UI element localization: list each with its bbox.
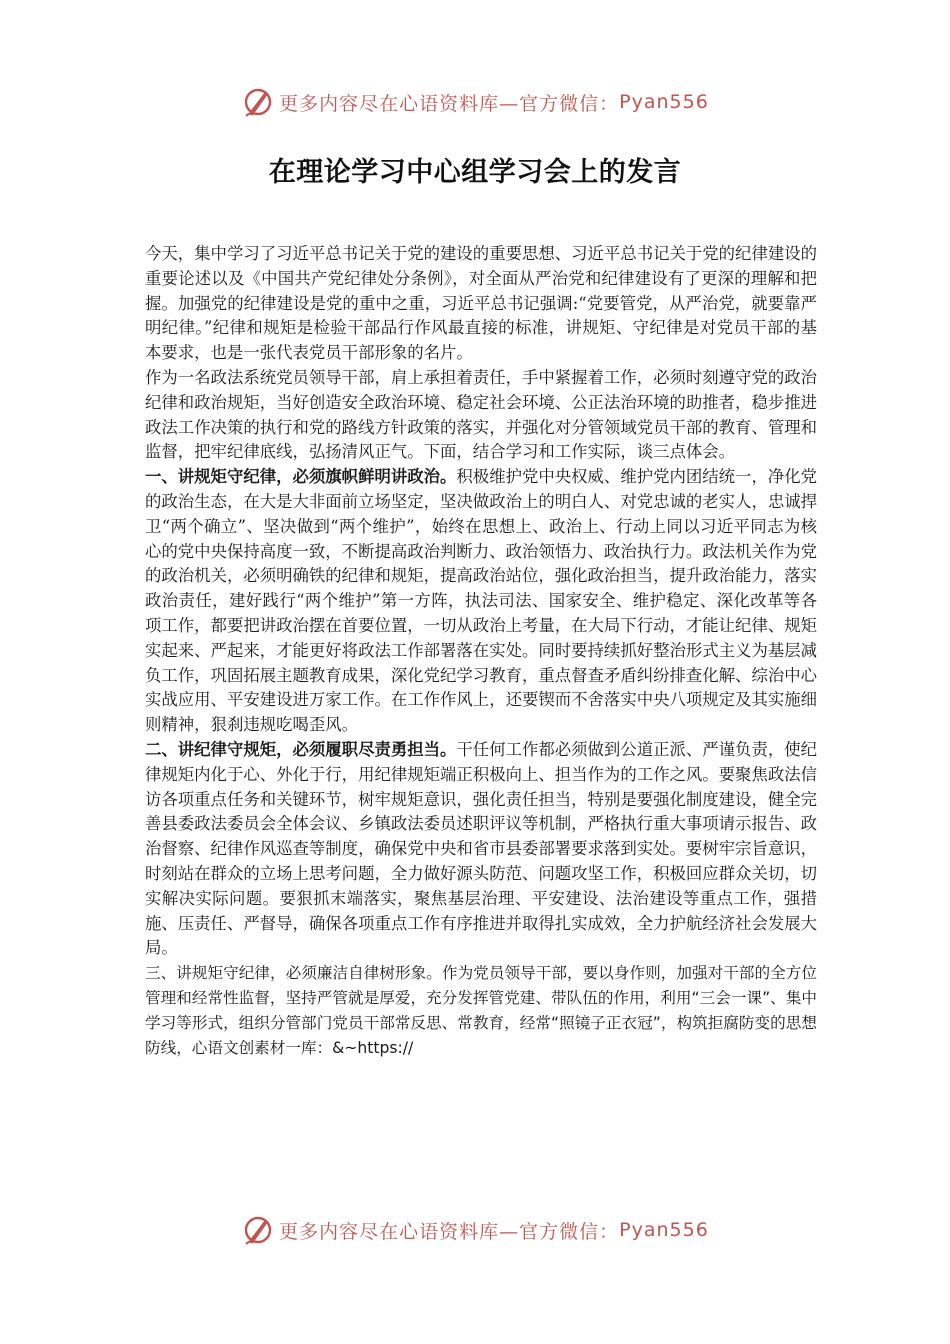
paragraph-2 [145, 366, 817, 465]
pen-logo-icon [241, 1213, 275, 1247]
paragraph-text: 今天，集中学习了习近平总书记关于党的建设的重要思想、习近平总书记关于党的纪律建设的重要论述以及《中国共产党纪律处分条例》，对全面从严治党和纪律建设有了更深的理解和把握。加强党的纪律建设是党的重中之重，习近平总书记强调:“党要管党，从严治党，就要靠严明纪律。”纪律和规矩是检验干部品行作风最直接的标准，讲规矩、守纪律是对党员干部的基本要求，也是一张代表党员干部形象的名片。 [145, 244, 818, 363]
paragraph-text: 积极维护党中央权威、维护党内团结统一，净化党的政治生态，在大是大非面前立场坚定，坚决做政治上的明白人、对党忠诚的老实人，忠诚捍卫“两个确立”、坚决做到“两个维护”，始终在思想上、政治上、行动上同以习近平同志为核心的党中央保持高度一致，不断提高政治判断力、政治领悟力、政治执行力。政法机关作为党的政治机关，必须明确铁的纪律和规矩，提高政治站位，强化政治担当，提升政治能力，落实政治责任，建好践行“两个维护”第一方阵，执法司法、国家安全、维护稳定、深化改革等各项工作，都要把讲政治摆在首要位置，一切从政治上考量，在大局下行动，才能让纪律、规矩实起来、严起来，才能更好将政法工作部署落在实处。同时要持续抓好整治形式主义为基层减负工作，巩固拓展主题教育成果，深化党纪学习教育，重点督查矛盾纠纷排查化解、综治中心实战应用、平安建设进万家工作。在工作作风上，还要锲而不舍落实中央八项规定及其实施细则精神，狠刹违规吃喝歪风。 [145, 467, 818, 735]
banner-brand: Pyan556 [619, 91, 709, 113]
paragraph-3 [145, 465, 817, 738]
paragraph-1 [145, 242, 817, 366]
paragraph-text: 干任何工作都必须做到公道正派、严谨负责，使纪律规矩内化于心、外化于行，用纪律规矩端正积极向上、担当作为的工作之风。要聚焦政法信访各项重点任务和关键环节，树牢规矩意识，强化责任担当，特别是要强化制度建设，健全完善县委政法委员会全体会议、乡镇政法委员述职评议等机制，严格执行重大事项请示报告、政治督察、纪律作风巡查等制度，确保党中央和省市县委部署要求落到实处。要树牢宗旨意识，时刻站在群众的立场上思考问题，全力做好源头防范、问题攻坚工作，积极回应群众关切，切实解决实际问题。要狠抓末端落实，聚焦基层治理、平安建设、法治建设等重点工作，强措施、压责任、严督导，确保各项重点工作有序推进并取得扎实成效，全力护航经济社会发展大局。 [145, 739, 818, 958]
paragraph-lead: 三、讲规矩守纪律，必须廉洁自律树形象。 [145, 964, 442, 983]
paragraph-4 [145, 738, 817, 961]
paragraph-text: 作为一名政法系统党员领导干部，肩上承担着责任，手中紧握着工作，必须时刻遵守党的政治纪律和政治规矩，当好创造安全政治环境、稳定社会环境、公正法治环境的助推者，稳步推进政法工作决策的执行和党的路线方针政策的落实，并强化对分管领域党员干部的教育、管理和监督，把牢纪律底线，弘扬清风正气。下面，结合学习和工作实际，谈三点体会。 [145, 367, 818, 462]
watermark-banner-top [0, 82, 950, 122]
paragraph-text: 作为党员领导干部，要以身作则，加强对干部的全方位管理和经常性监督，坚持严管就是厚爱，充分发挥管党建、带队伍的作用，利用“三会一课”、集中学习等形式，组织分管部门党员干部常反思、常教育，经常“照镜子正衣冠”，构筑拒腐防变的思想防线，心语文创素材一库：&~https:// [145, 964, 817, 1057]
banner-text: 更多内容尽在心语资料库—官方微信： [279, 92, 620, 115]
watermark-banner-bottom [0, 1210, 950, 1250]
banner-brand: Pyan556 [619, 1219, 709, 1241]
banner-text: 更多内容尽在心语资料库—官方微信： [279, 1220, 620, 1243]
document-body [145, 242, 817, 1060]
document-title: 在理论学习中心组学习会上的发言 [268, 157, 682, 188]
pen-logo-icon [241, 85, 275, 119]
paragraph-lead: 一、讲规矩守纪律，必须旗帜鲜明讲政治。 [145, 467, 457, 487]
paragraph-lead: 二、讲纪律守规矩，必须履职尽责勇担当。 [145, 739, 457, 759]
paragraph-5 [145, 961, 817, 1060]
